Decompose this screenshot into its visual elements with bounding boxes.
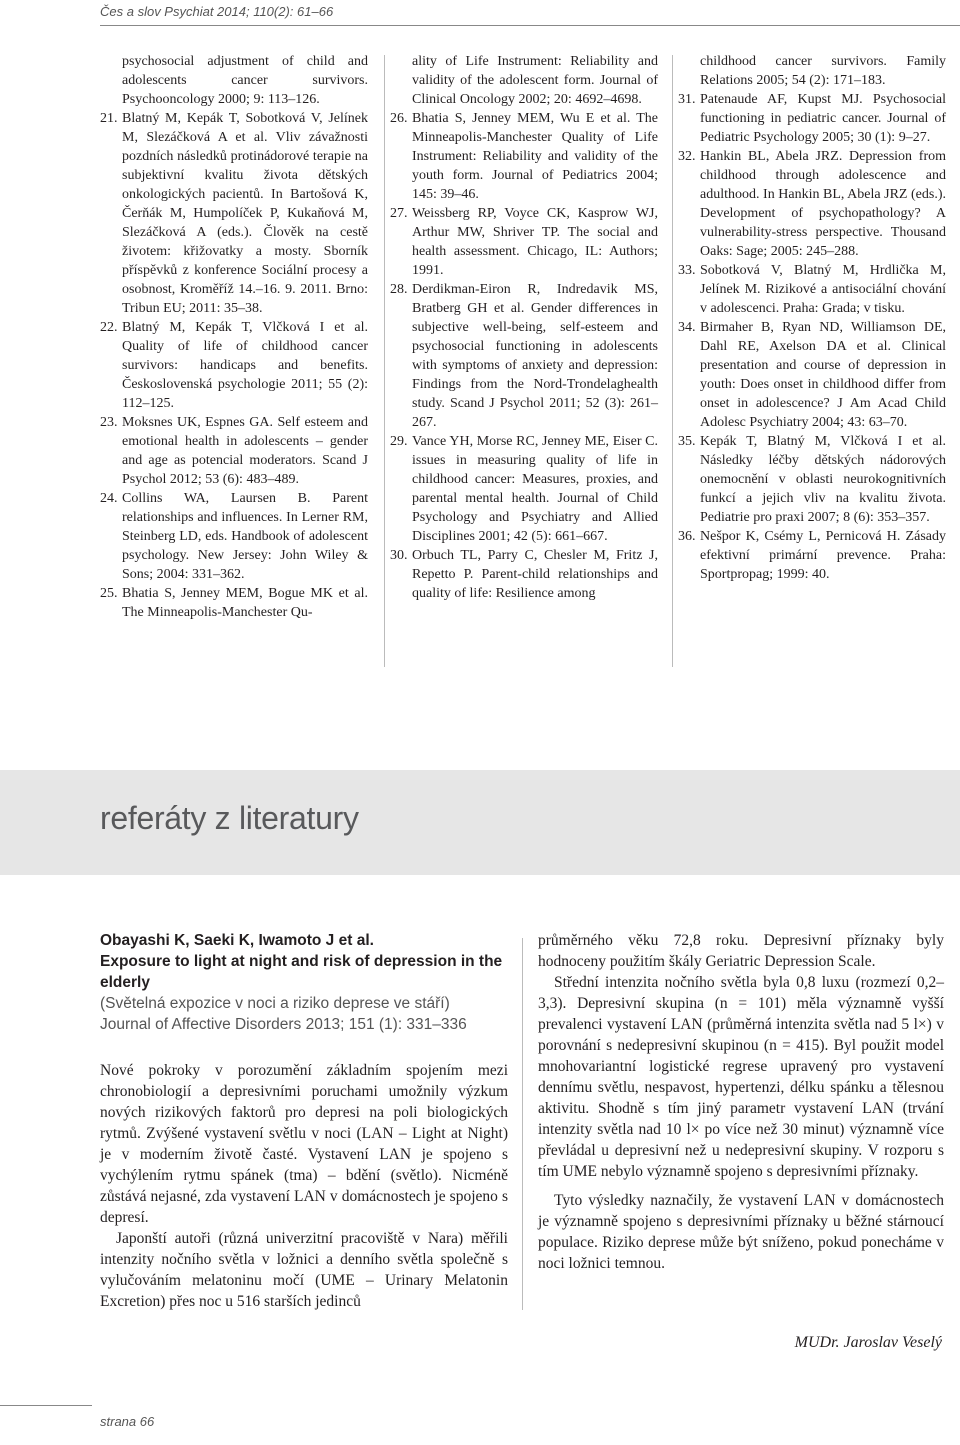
reference-item: 28. Derdikman-Eiron R, Indredavik MS, Bratberg GH et al. Gender differences in subjective well-being, self-esteem and psychosocial functioning in adolescents with symptoms of anxiety and depression: Findings from the Nord-Trondelaghealth study. Scand J Psychol 2011; 52 (3): 261–267. (390, 282, 658, 430)
page-number: strana 66 (100, 1414, 155, 1429)
reviewer-signature: MUDr. Jaroslav Veselý (794, 1334, 942, 1351)
reference-item: 33. Sobotková V, Blatný M, Hrdlička M, Jelínek M. Rizikové a antisociální chování v adolescenci. Praha: Grada; v tisku. (678, 263, 946, 316)
reference-item: 21. Blatný M, Kepák T, Sobotková V, Jelínek M, Slezáčková A et al. Vliv závažnosti pozdních následků protinádorové terapie na subjektivní kvalitu života dětských onkologických pacientů. In Bartošová K, Čerňák M, Humpolíček P, Kukaňová M, Slezáčková A (eds.). Člověk na cestě životem: křižovatky a mosty. Sborník příspěvků z konference Sociální procesy a osobnost, Kroměříž 14.–16. 9. 2011. Brno: Tribun EU; 2011: 35–38. (100, 111, 368, 316)
reference-item: 34. Birmaher B, Ryan ND, Williamson DE, Dahl RE, Axelson DA et al. Clinical presentation and course of depression in youth: Does onset in childhood differ from onset in adolescence? J Am Acad Child Adolesc Psychiatry 2004; 43: 63–70. (678, 320, 946, 430)
reference-item: 24. Collins WA, Laursen B. Parent relationships and influences. In Lerner RM, Steinberg LD, eds. Handbook of adolescent psychology. New Jersey: John Wiley & Sons; 2004: 331–362. (100, 491, 368, 582)
references-column-1 (100, 52, 368, 622)
reference-item: 29. Vance YH, Morse RC, Jenney ME, Eiser C. issues in measuring quality of life in childhood cancer: Measures, proxies, and parental mental health. Journal of Child Psychology and Psychiatry and Allied Disciplines 2001; 42 (5): 661–667. (390, 434, 658, 544)
references-column-3 (678, 52, 946, 584)
footer-rule (0, 1405, 92, 1406)
reference-item: 25. Bhatia S, Jenney MEM, Bogue MK et al. The Minneapolis-Manchester Qu- (100, 586, 368, 620)
reference-item: 22. Blatný M, Kepák T, Vlčková I et al. Quality of life of childhood cancer survivors: handicaps and benefits. Československá psychologie 2011; 55 (2): 112–125. (100, 320, 368, 411)
column-divider (384, 55, 385, 667)
article-title: Exposure to light at night and risk of depression in the elderly (100, 953, 503, 991)
reference-item: ality of Life Instrument: Reliability and validity of the adolescent form. Journal of Clinical Oncology 2002; 20: 4692–4698. (412, 54, 658, 107)
reference-item: 27. Weissberg RP, Voyce CK, Kasprow WJ, Arthur MW, Shriver TP. The social and health assessment. Chicago, IL: Authors; 1991. (390, 206, 658, 278)
article-authors: Obayashi K, Saeki K, Iwamoto J et al. (100, 932, 374, 949)
reference-item: psychosocial adjustment of child and adolescents cancer survivors. Psychooncology 2000; 9: 113–126. (122, 54, 368, 107)
reference-item: 30. Orbuch TL, Parry C, Chesler M, Fritz J, Repetto P. Parent-child relationships and quality of life: Resilience among (390, 548, 658, 601)
section-title: referáty z literatury (100, 800, 359, 836)
reference-item: 31. Patenaude AF, Kupst MJ. Psychosocial functioning in pediatric cancer. Journal of Pediatric Psychology 2005; 30 (1): 9–27. (678, 92, 946, 145)
paragraph: Japonští autoři (různá univerzitní pracoviště v Nara) měřili intenzity nočního světla v ložnici a denního světla společně s vylučováním melatoninu močí (UME – Urinary Melatonin Excretion) přes noc u 516 starších jedinců (100, 1230, 508, 1310)
reference-item: 36. Nešpor K, Csémy L, Pernicová H. Zásady efektivní primární prevence. Praha: Sportpropag; 1999: 40. (678, 529, 946, 582)
journal-header: Čes a slov Psychiat 2014; 110(2): 61–66 (100, 4, 334, 19)
article-header (100, 930, 520, 1035)
article-body-right (538, 930, 944, 1274)
reference-item: 32. Hankin BL, Abela JRZ. Depression from childhood through adolescence and adulthood. In Hankin BL, Abela JRZ (eds.). Development of psychopathology? A vulnerability-stress perspective. Thousand Oaks: Sage; 2005: 245–288. (678, 149, 946, 259)
column-divider (522, 938, 523, 1310)
references-column-2 (390, 52, 658, 603)
article-body-left (100, 1060, 508, 1312)
article-translated-title: (Světelná expozice v noci a riziko deprese ve stáří) (100, 995, 450, 1012)
reference-item: 23. Moksnes UK, Espnes GA. Self esteem and emotional health in adolescents – gender and age as potencial moderators. Scand J Psychol 2012; 53 (6): 483–489. (100, 415, 368, 487)
reference-item: 26. Bhatia S, Jenney MEM, Wu E et al. The Minneapolis-Manchester Quality of Life Instrument: Reliability and validity of the youth form. Journal of Pediatrics 2004; 145: 39–46. (390, 111, 658, 202)
paragraph: Nové pokroky v porozumění základním spojením mezi chronobiologií a depresivními poruchami umožnily výzkum nových rizikových faktorů pro depresi na poli biologických rytmů. Zvýšené vystavení světlu v noci (LAN – Light at Night) je v moderním životě časté. Vystavení LAN je spojeno s vychýlením rytmu spánek (tma) – bdění (světlo). Nicméně zůstává nejasné, zda vystavení LAN v domácnostech je spojeno s depresí. (100, 1062, 508, 1226)
paragraph: Střední intenzita nočního světla byla 0,8 luxu (rozmezí 0,2–3,3). Depresivní skupina (n = 101) měla významně vyšší prevalenci vystavení LAN (průměrná intenzita světla nad 5 l×) v porovnání s nedepresivní skupinou (n = 415). Byl použit model mnohovariantní logistické regrese upravený pro vystavení dennímu světlu, nespavost, hypertenzi, délku spánku a tělesnou aktivitu. Shodně s tím jiný parametr vystavení LAN (trvání intenzity světla nad 10 l× po více než 30 minut) významně více převládal u depresivní než u nedepresivní skupiny. V rozporu s tím UME nebylo významně spojeno s depresivními příznaky. (538, 974, 944, 1180)
article-journal: Journal of Affective Disorders 2013; 151 (1): 331–336 (100, 1016, 467, 1033)
reference-item: childhood cancer survivors. Family Relations 2005; 54 (2): 171–183. (700, 54, 946, 88)
header-rule (100, 25, 960, 26)
paragraph: Tyto výsledky naznačily, že vystavení LAN v domácnostech je významně spojeno s depresivními příznaky u běžné stárnoucí populace. Riziko deprese může být sníženo, pokud ponecháme v noci ložnici temnou. (538, 1192, 944, 1272)
column-divider (672, 55, 673, 667)
reference-item: 35. Kepák T, Blatný M, Vlčková I et al. Následky léčby dětských nádorových onemocnění v oblasti neurokognitivních funkcí a jejich vliv na kvalitu života. Pediatrie pro praxi 2007; 8 (6): 353–357. (678, 434, 946, 525)
paragraph: průměrného věku 72,8 roku. Depresivní příznaky byly hodnoceny použitím škály Geriatric Depression Scale. (538, 932, 944, 970)
